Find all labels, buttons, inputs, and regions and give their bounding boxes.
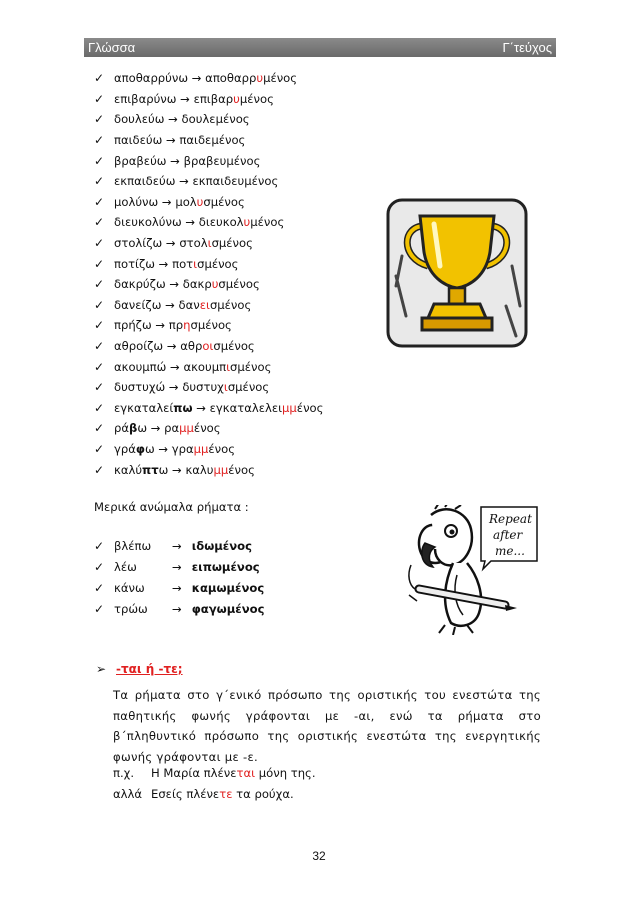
check-icon: ✓	[94, 112, 105, 127]
participle-item	[94, 377, 323, 398]
word-part: παιδεύω	[114, 133, 163, 148]
check-icon: ✓	[94, 339, 105, 354]
arrow-icon: →	[168, 462, 186, 477]
verb-base: τρώω	[114, 602, 148, 617]
check-icon: ✓	[94, 441, 105, 456]
participle-item	[94, 439, 323, 460]
word-part: πρήζω	[114, 318, 152, 333]
word-part: καλυ	[185, 462, 214, 477]
check-icon: ✓	[94, 462, 105, 477]
check-icon: ✓	[94, 277, 105, 292]
word-part: ακουμπ	[183, 359, 227, 374]
word-part: δαν	[178, 297, 200, 312]
highlighted-letters: η	[183, 318, 191, 333]
word-part: σμένος	[218, 277, 260, 292]
word-part: βραβεύω	[114, 153, 167, 168]
participle-item	[94, 89, 323, 110]
participle-item	[94, 398, 323, 419]
page-number: 32	[312, 849, 326, 863]
word-part: ω	[137, 421, 148, 436]
word-part: ποτίζω	[114, 256, 155, 271]
word-part: β	[129, 421, 138, 436]
word-part: ακουμπώ	[114, 359, 167, 374]
participle-item	[94, 356, 323, 377]
word-part: μένος	[239, 91, 274, 106]
example-text-end: μόνη της.	[255, 766, 316, 780]
arrow-icon: →	[172, 580, 182, 595]
check-icon: ✓	[94, 153, 105, 168]
check-icon: ✓	[94, 602, 105, 617]
word-part: εγκαταλεί	[114, 400, 174, 415]
word-part: στολ	[179, 236, 208, 251]
word-part: δυστυχώ	[114, 380, 166, 395]
participle-item	[94, 109, 323, 130]
highlighted-letters: μμ	[193, 441, 209, 456]
highlighted-letters: ι	[207, 236, 212, 251]
verb-participle: καμωμένος	[191, 580, 265, 595]
participle-item	[94, 171, 323, 192]
verb-base: βλέπω	[114, 538, 152, 553]
word-part: σμένος	[203, 194, 245, 209]
check-icon: ✓	[94, 236, 105, 251]
participle-item	[94, 336, 323, 357]
verb-participle: ειπωμένος	[191, 559, 260, 574]
word-part: ένος	[193, 421, 221, 436]
check-icon: ✓	[94, 297, 105, 312]
header-issue: Γ΄τεύχος	[502, 40, 552, 55]
arrow-icon: →	[188, 71, 206, 86]
word-part: επιβαρύνω	[114, 91, 177, 106]
arrow-icon: →	[163, 339, 181, 354]
check-icon: ✓	[94, 559, 105, 574]
check-icon: ✓	[94, 215, 105, 230]
word-part: βραβευμένος	[183, 153, 261, 168]
word-part: πω	[173, 400, 193, 415]
irregular-verb-item	[94, 577, 264, 598]
arrow-icon: →	[172, 538, 182, 553]
word-part: σμένος	[190, 318, 232, 333]
verb-base: κάνω	[114, 580, 145, 595]
word-part: δυστυχ	[182, 380, 224, 395]
section-pointer	[96, 662, 183, 676]
header-subject: Γλώσσα	[88, 40, 136, 55]
word-part: διευκολύνω	[114, 215, 182, 230]
word-part: πρ	[168, 318, 184, 333]
highlighted-letters: υ	[256, 71, 264, 86]
word-part: σμένος	[213, 339, 255, 354]
word-part: ω	[144, 441, 155, 456]
participle-list	[94, 68, 323, 480]
example-ending: ται	[236, 766, 256, 780]
example-ending: τε	[219, 787, 233, 801]
arrow-icon: →	[166, 153, 184, 168]
example-line-2	[113, 787, 294, 801]
word-part: ένος	[296, 400, 324, 415]
word-part: επιβαρ	[193, 91, 234, 106]
highlighted-letters: ι	[223, 380, 228, 395]
check-icon: ✓	[94, 71, 105, 86]
word-part: μολύνω	[114, 194, 159, 209]
word-part: πτ	[142, 462, 159, 477]
participle-item	[94, 418, 323, 439]
word-part: μένος	[250, 215, 285, 230]
participle-item	[94, 253, 323, 274]
highlighted-letters: ι	[226, 359, 231, 374]
participle-item	[94, 459, 323, 480]
arrow-icon: →	[181, 215, 199, 230]
word-part: εκπαιδευμένος	[192, 174, 279, 189]
arrow-icon: →	[165, 277, 183, 292]
participle-item	[94, 233, 323, 254]
word-part: φ	[135, 441, 145, 456]
word-part: δανείζω	[114, 297, 162, 312]
parrot-bubble-line-2: after	[493, 528, 523, 542]
check-icon: ✓	[94, 400, 105, 415]
verb-base: λέω	[114, 559, 137, 574]
trophy-icon	[382, 196, 532, 351]
section-title: -ται ή -τε;	[116, 662, 183, 676]
check-icon: ✓	[94, 318, 105, 333]
word-part: στολίζω	[114, 236, 163, 251]
word-part: δακρύζω	[114, 277, 166, 292]
irregular-verb-item	[94, 599, 264, 620]
participle-item	[94, 68, 323, 89]
word-part: καλύ	[114, 462, 143, 477]
word-part: ρά	[114, 421, 130, 436]
word-part: ω	[158, 462, 169, 477]
example-label: π.χ.	[113, 766, 135, 780]
word-part: γρά	[114, 441, 136, 456]
word-part: δακρ	[182, 277, 212, 292]
example-text: Η Μαρία πλένε	[151, 766, 237, 780]
example-label: αλλά	[113, 787, 143, 801]
arrow-icon: →	[175, 174, 193, 189]
arrow-icon: →	[172, 559, 182, 574]
word-part: σμένος	[227, 380, 270, 395]
highlighted-letters: ει	[199, 297, 210, 312]
check-icon: ✓	[94, 538, 105, 553]
check-icon: ✓	[94, 91, 105, 106]
word-part: μολ	[175, 194, 197, 209]
highlighted-letters: υ	[233, 91, 240, 106]
word-part: γρα	[171, 441, 194, 456]
check-icon: ✓	[94, 256, 105, 271]
word-part: αποθαρρύνω	[114, 71, 189, 86]
check-icon: ✓	[94, 194, 105, 209]
check-icon: ✓	[94, 580, 105, 595]
check-icon: ✓	[94, 133, 105, 148]
highlighted-letters: υ	[243, 215, 251, 230]
arrow-icon: →	[162, 133, 180, 148]
word-part: σμένος	[230, 359, 272, 374]
word-part: εκπαιδεύω	[114, 174, 176, 189]
participle-item	[94, 315, 323, 336]
arrow-icon: →	[172, 602, 182, 617]
irregular-verbs-list	[94, 535, 264, 620]
highlighted-letters: μμ	[282, 400, 297, 415]
pointer-arrow-icon: ➢	[96, 662, 107, 676]
highlighted-letters: μμ	[213, 462, 229, 477]
highlighted-letters: ι	[193, 256, 198, 271]
arrow-icon: →	[192, 400, 210, 415]
parrot-bubble-line-3: me...	[495, 544, 525, 558]
arrow-icon: →	[176, 91, 194, 106]
check-icon: ✓	[94, 421, 105, 436]
word-part: αποθαρρ	[205, 71, 257, 86]
arrow-icon: →	[162, 236, 180, 251]
arrow-icon: →	[164, 112, 182, 127]
arrow-icon: →	[155, 256, 173, 271]
check-icon: ✓	[94, 380, 105, 395]
highlighted-letters: οι	[202, 339, 214, 354]
word-part: αθρ	[180, 339, 203, 354]
irregular-verb-item	[94, 556, 264, 577]
irregular-verbs-title: Μερικά ανώμαλα ρήματα :	[94, 500, 249, 514]
word-part: δουλεύω	[114, 112, 165, 127]
word-part: σμένος	[209, 297, 252, 312]
word-part: ένος	[228, 462, 255, 477]
arrow-icon: →	[166, 359, 184, 374]
word-part: ποτ	[172, 256, 194, 271]
participle-item	[94, 192, 323, 213]
verb-participle: ιδωμένος	[191, 538, 252, 553]
word-part: μένος	[263, 71, 298, 86]
arrow-icon: →	[147, 421, 165, 436]
page-header	[84, 38, 556, 57]
highlighted-letters: μμ	[179, 421, 194, 436]
arrow-icon: →	[165, 380, 183, 395]
example-text: Εσείς πλένε	[151, 787, 220, 801]
participle-item	[94, 212, 323, 233]
word-part: ένος	[208, 441, 236, 456]
word-part: ρα	[164, 421, 180, 436]
word-part: εγκαταλελει	[209, 400, 283, 415]
participle-item	[94, 150, 323, 171]
irregular-verb-item	[94, 535, 264, 556]
word-part: σμένος	[197, 256, 239, 271]
participle-item	[94, 130, 323, 151]
verb-participle: φαγωμένος	[191, 602, 265, 617]
word-part: παιδεμένος	[179, 133, 246, 148]
explanation-paragraph: Τα ρήματα στο γ΄ενικό πρόσωπο της οριστικής του ενεστώτα της παθητικής φωνής γράφονται με -αι, ενώ τα ρήματα στο β΄πληθυντικό πρόσωπο της οριστικής ενεστώτα της ενεργητικής φωνής γράφονται με -ε.	[113, 688, 541, 764]
arrow-icon: →	[154, 441, 172, 456]
highlighted-letters: υ	[196, 194, 204, 209]
word-part: δουλεμένος	[181, 112, 250, 127]
check-icon: ✓	[94, 359, 105, 374]
example-line-1	[113, 766, 316, 780]
arrow-icon: →	[161, 297, 179, 312]
example-text-end: τα ρούχα.	[232, 787, 294, 801]
parrot-bubble-line-1: Repeat	[489, 512, 532, 526]
word-part: διευκολ	[198, 215, 244, 230]
check-icon: ✓	[94, 174, 105, 189]
participle-item	[94, 274, 323, 295]
word-part: σμένος	[211, 236, 253, 251]
parrot-cartoon-icon	[405, 505, 545, 635]
word-part: αθροίζω	[114, 339, 164, 354]
highlighted-letters: υ	[211, 277, 219, 292]
participle-item	[94, 295, 323, 316]
arrow-icon: →	[158, 194, 176, 209]
arrow-icon: →	[151, 318, 169, 333]
